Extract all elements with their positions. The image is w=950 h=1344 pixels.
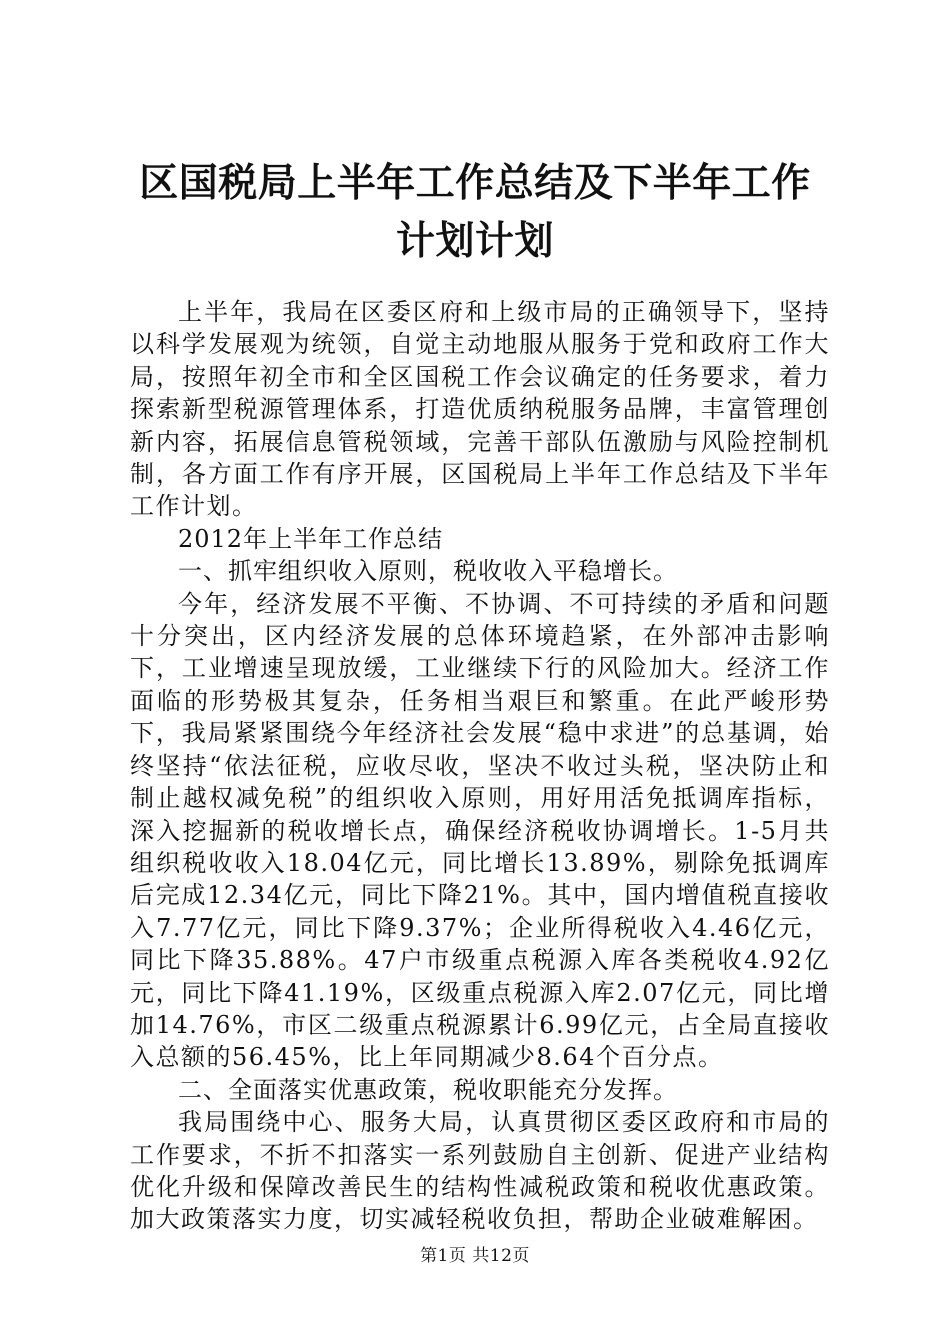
body-paragraph-1: 今年，经济发展不平衡、不协调、不可持续的矛盾和问题十分突出，区内经济发展的总体环境趋紧，在外部冲击影响下，工业增速呈现放缓，工业继续下行的风险加大。经济工作面临的形势极其复杂，任务相当艰巨和繁重。在此严峻形势下，我局紧紧围绕今年经济社会发展“稳中求进”的总基调，始终坚持“依法征税，应收尽收，坚决不收过头税，坚决防止和制止越权减免税”的组织收入原则，用好用活免抵调库指标，深入挖掘新的税收增长点，确保经济税收协调增长。1-5月共组织税收收入18.04亿元，同比增长13.89%，剔除免抵调库后完成12.34亿元，同比下降21%。其中，国内增值税直接收入7.77亿元，同比下降9.37%；企业所得税收入4.46亿元，同比下降35.88%。47户市级重点税源入库各类税收4.92亿元，同比下降41.19%，区级重点税源入库2.07亿元，同比增加14.76%，市区二级重点税源累计6.99亿元，占全局直接收入总额的56.45%，比上年同期减少8.64个百分点。 bbox=[130, 589, 830, 1072]
section-heading-2: 二、全面落实优惠政策，税收职能充分发挥。 bbox=[178, 1075, 678, 1104]
section-heading-1: 一、抓牢组织收入原则，税收收入平稳增长。 bbox=[178, 557, 678, 586]
page-number-footer: 第1页 共12页 bbox=[420, 1246, 530, 1266]
document-title: 区国税局上半年工作总结及下半年工作计划计划 bbox=[139, 160, 811, 264]
document-body bbox=[130, 296, 830, 1236]
intro-paragraph: 上半年，我局在区委区府和上级市局的正确领导下，坚持以科学发展观为统领，自觉主动地服从服务于党和政府工作大局，按照年初全市和全区国税工作会议确定的任务要求，着力探索新型税源管理体系，打造优质纳税服务品牌，丰富管理创新内容，拓展信息管税领域，完善干部队伍激励与风险控制机制，各方面工作有序开展，区国税局上半年工作总结及下半年工作计划。 bbox=[130, 298, 830, 521]
body-paragraph-2: 我局围绕中心、服务大局，认真贯彻区委区政府和市局的工作要求，不折不扣落实一系列鼓励自主创新、促进产业结构优化升级和保障改善民生的结构性减税政策和税收优惠政策。加大政策落实力度，切实减轻税收负担，帮助企业破难解困。 bbox=[130, 1108, 830, 1234]
section-heading-summary: 2012年上半年工作总结 bbox=[178, 524, 444, 553]
